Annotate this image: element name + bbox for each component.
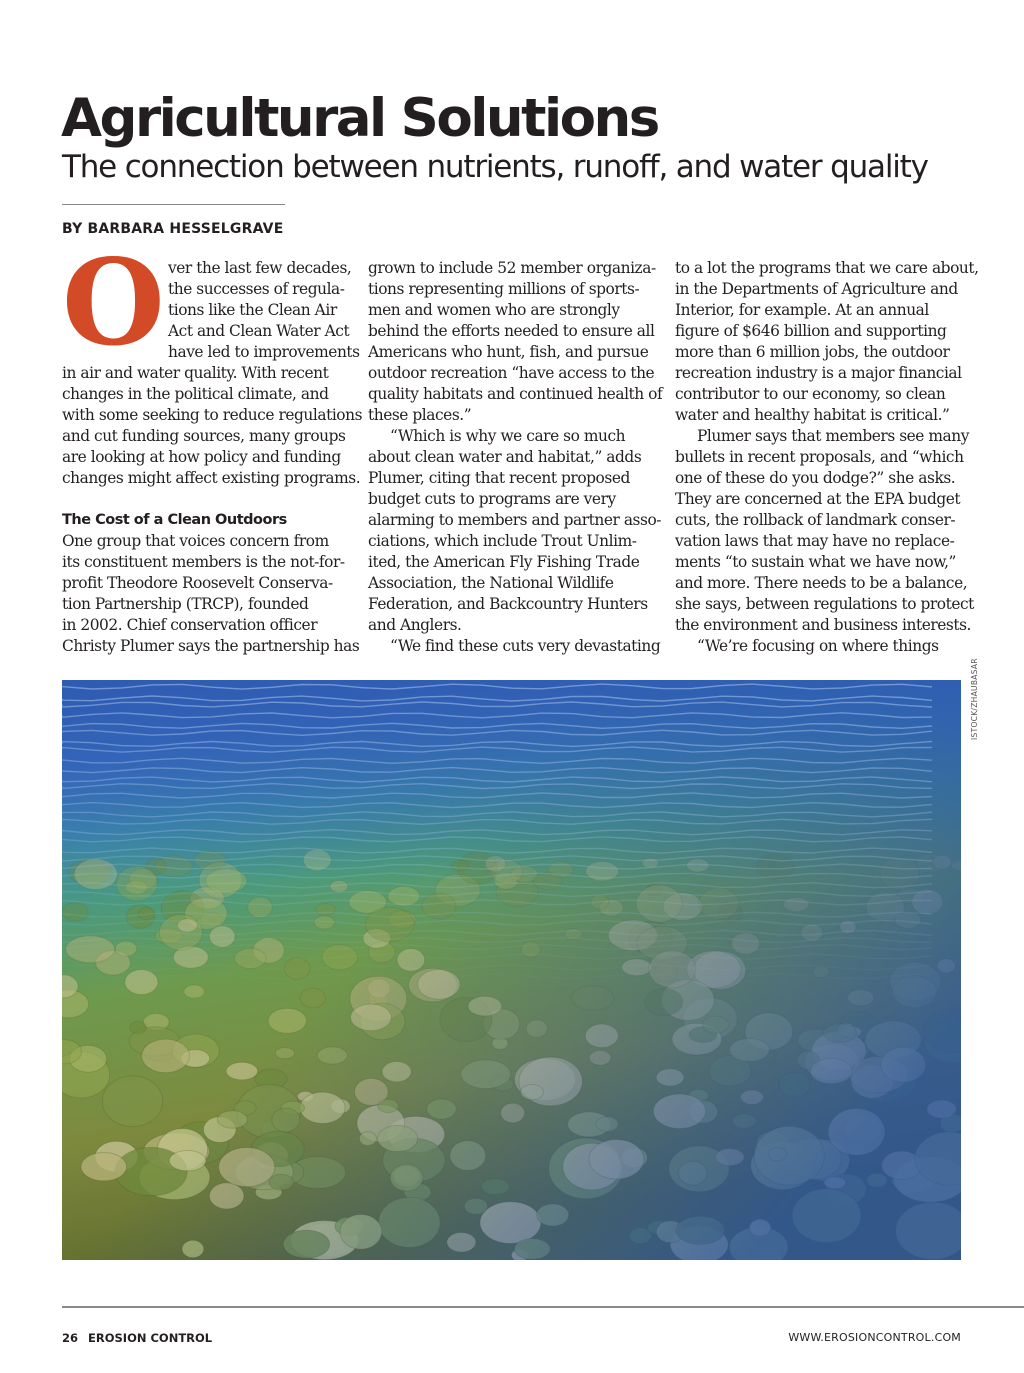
text-column-2 — [368, 258, 663, 657]
body-line: in the Departments of Agriculture and — [675, 280, 958, 298]
clear-water-over-rocks-photo — [62, 680, 961, 1260]
body-line: vation laws that may have no replace- — [675, 532, 955, 550]
body-line: grown to include 52 member organiza- — [368, 259, 656, 277]
body-line: tion Partnership (TRCP), founded — [62, 595, 309, 613]
body-line: recreation industry is a major financial — [675, 364, 962, 382]
body-line: these places.” — [368, 406, 472, 424]
body-line: Plumer, citing that recent proposed — [368, 469, 630, 487]
body-line: “We find these cuts very devastating — [390, 637, 661, 655]
body-line: ver the last few decades, — [168, 259, 352, 277]
body-line: quality habitats and continued health of — [368, 385, 663, 403]
body-line: ciations, which include Trout Unlim- — [368, 532, 637, 550]
body-line: in 2002. Chief conservation officer — [62, 616, 318, 634]
body-line: cuts, the rollback of landmark conser- — [675, 511, 956, 529]
body-line: changes in the political climate, and — [62, 385, 329, 403]
body-line: Plumer says that members see many — [697, 427, 969, 445]
body-line: budget cuts to programs are very — [368, 490, 616, 508]
drop-cap: O — [62, 233, 165, 372]
photo-credit: ISTOCK/ZHAUBASAR — [970, 658, 979, 740]
body-line: ments “to sustain what we have now,” — [675, 553, 956, 571]
body-line: more than 6 million jobs, the outdoor — [675, 343, 950, 361]
body-line: Interior, for example. At an annual — [675, 301, 929, 319]
footer-divider — [62, 1306, 1024, 1308]
body-line: water and healthy habitat is critical.” — [675, 406, 950, 424]
text-column-1 — [62, 258, 363, 657]
body-line: and Anglers. — [368, 616, 462, 634]
article-subtitle: The connection between nutrients, runoff, and water quality — [62, 149, 928, 185]
body-line: in air and water quality. With recent — [62, 364, 329, 382]
water-rocks-photo — [62, 680, 961, 1260]
title-divider — [62, 204, 285, 205]
body-line: changes might affect existing programs. — [62, 469, 361, 487]
text-column-3 — [675, 258, 979, 657]
page-number: 26 — [62, 1331, 79, 1345]
body-line: she says, between regulations to protect — [675, 595, 974, 613]
body-line: men and women who are strongly — [368, 301, 620, 319]
byline: BY BARBARA HESSELGRAVE — [62, 221, 284, 237]
body-line: have led to improvements — [168, 343, 360, 361]
body-line: outdoor recreation “have access to the — [368, 364, 655, 382]
body-line: bullets in recent proposals, and “which — [675, 448, 964, 466]
body-line: One group that voices concern from — [62, 532, 329, 550]
body-line: contributor to our economy, so clean — [675, 385, 946, 403]
body-line: Act and Clean Water Act — [168, 322, 350, 340]
body-line: tions like the Clean Air — [168, 301, 337, 319]
body-line: Christy Plumer says the partnership has — [62, 637, 360, 655]
body-line: the successes of regula- — [168, 280, 345, 298]
body-line: are looking at how policy and funding — [62, 448, 341, 466]
body-line: “Which is why we care so much — [390, 427, 626, 445]
body-line: tions representing millions of sports- — [368, 280, 640, 298]
body-line: and cut funding sources, many groups — [62, 427, 346, 445]
body-line: with some seeking to reduce regulations — [62, 406, 363, 424]
body-line: figure of $646 billion and supporting — [675, 322, 947, 340]
body-line: Federation, and Backcountry Hunters — [368, 595, 648, 613]
footer-folio — [62, 1331, 212, 1345]
body-line: to a lot the programs that we care about, — [675, 259, 979, 277]
body-line: They are concerned at the EPA budget — [675, 490, 961, 508]
body-line: and more. There needs to be a balance, — [675, 574, 968, 592]
website-url: WWW.EROSIONCONTROL.COM — [788, 1331, 961, 1344]
publication-name: EROSION CONTROL — [88, 1331, 213, 1345]
body-line: ited, the American Fly Fishing Trade — [368, 553, 640, 571]
body-line: the environment and business interests. — [675, 616, 972, 634]
body-line: Americans who hunt, fish, and pursue — [368, 343, 649, 361]
article-title: Agricultural Solutions — [61, 88, 658, 149]
body-line: alarming to members and partner asso- — [368, 511, 662, 529]
body-line: “We’re focusing on where things — [697, 637, 939, 655]
section-subhead: The Cost of a Clean Outdoors — [62, 512, 287, 528]
body-line: one of these do you dodge?” she asks. — [675, 469, 956, 487]
body-line: its constituent members is the not-for- — [62, 553, 345, 571]
body-line: profit Theodore Roosevelt Conserva- — [62, 574, 333, 592]
body-line: Association, the National Wildlife — [368, 574, 614, 592]
body-line: behind the efforts needed to ensure all — [368, 322, 655, 340]
body-line: about clean water and habitat,” adds — [368, 448, 642, 466]
